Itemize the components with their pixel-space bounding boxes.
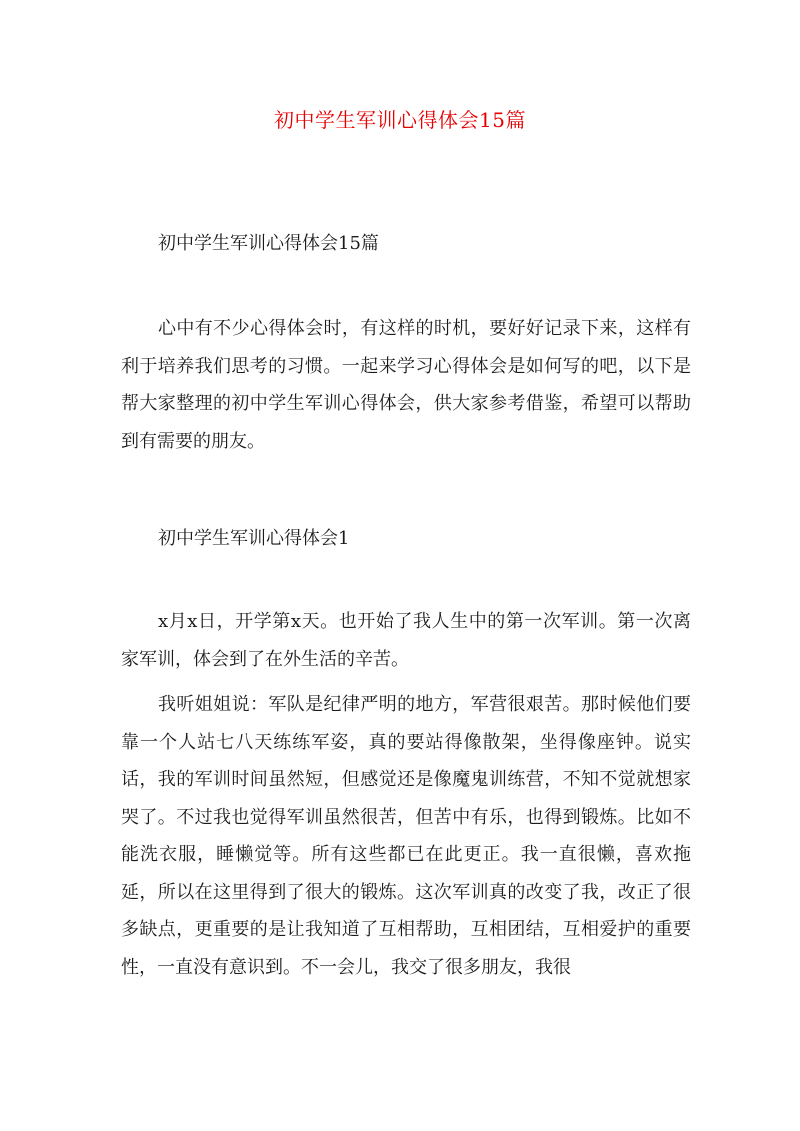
document-title: 初中学生军训心得体会15篇 xyxy=(274,108,526,132)
section-paragraph: x月x日，开学第x天。也开始了我人生中的第一次军训。第一次离家军训，体会到了在外生活的辛苦。 xyxy=(121,611,691,670)
section-paragraph: 我听姐姐说：军队是纪律严明的地方，军营很艰苦。那时候他们要靠一个人站七八天练练军姿，真的要站得像散架，坐得像座钟。说实话，我的军训时间虽然短，但感觉还是像魔鬼训练营，不知不觉就想家哭了。不过我也觉得军训虽然很苦，但苦中有乐，也得到锻炼。比如不能洗衣服，睡懒觉等。所有这些都已在此更正。我一直很懒，喜欢拖延，所以在这里得到了很大的锻炼。这次军训真的改变了我，改正了很多缺点，更重要的是让我知道了互相帮助，互相团结，互相爱护的重要性，一直没有意识到。不一会儿，我交了很多朋友，我很 xyxy=(121,694,691,978)
document-subtitle: 初中学生军训心得体会15篇 xyxy=(158,233,379,254)
intro-paragraph: 心中有不少心得体会时，有这样的时机，要好好记录下来，这样有利于培养我们思考的习惯。一起来学习心得体会是如何写的吧，以下是帮大家整理的初中学生军训心得体会，供大家参考借鉴，希望可以帮助到有需要的朋友。 xyxy=(121,318,691,452)
section-heading: 初中学生军训心得体会1 xyxy=(158,528,350,549)
